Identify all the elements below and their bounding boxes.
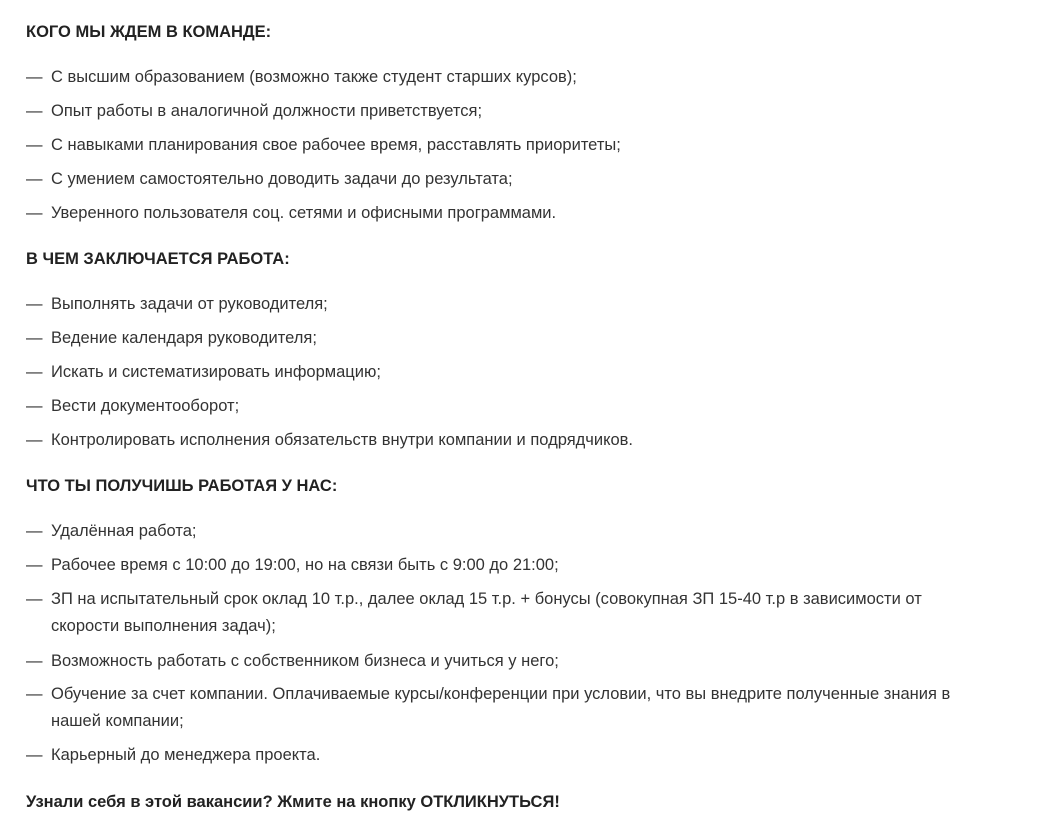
list-item-text: Опыт работы в аналогичной должности приветствуется; bbox=[51, 102, 483, 120]
list-item bbox=[26, 393, 986, 420]
list-item bbox=[26, 359, 986, 386]
dash-bullet: — bbox=[26, 170, 43, 188]
dash-bullet: — bbox=[26, 295, 43, 313]
dash-bullet: — bbox=[26, 522, 43, 540]
list-item-text: С умением самостоятельно доводить задачи до результата; bbox=[51, 170, 513, 188]
section-heading-benefits: ЧТО ТЫ ПОЛУЧИШЬ РАБОТАЯ У НАС: bbox=[26, 477, 338, 495]
list-item bbox=[26, 132, 986, 159]
dash-bullet: — bbox=[26, 363, 43, 381]
list-item bbox=[26, 742, 986, 769]
dash-bullet: — bbox=[26, 652, 43, 670]
list-item bbox=[26, 518, 986, 545]
dash-bullet: — bbox=[26, 590, 43, 608]
list-item bbox=[26, 681, 986, 735]
list-item-text: Удалённая работа; bbox=[51, 522, 197, 540]
list-item-text: Искать и систематизировать информацию; bbox=[51, 363, 381, 381]
dash-bullet: — bbox=[26, 136, 43, 154]
list-item-text: С навыками планирования свое рабочее время, расставлять приоритеты; bbox=[51, 136, 621, 154]
list-item-text: ЗП на испытательный срок оклад 10 т.р., далее оклад 15 т.р. + бонусы (совокупная ЗП 15-40 т.р в зависимости от скорости выполнения задач); bbox=[51, 590, 922, 635]
list-item-text: Карьерный до менеджера проекта. bbox=[51, 746, 321, 764]
list-item bbox=[26, 648, 986, 675]
dash-bullet: — bbox=[26, 397, 43, 415]
list-item bbox=[26, 64, 986, 91]
list-item-text: Ведение календаря руководителя; bbox=[51, 329, 317, 347]
list-item-text: Возможность работать с собственником бизнеса и учиться у него; bbox=[51, 652, 559, 670]
dash-bullet: — bbox=[26, 431, 43, 449]
list-item bbox=[26, 200, 986, 227]
dash-bullet: — bbox=[26, 68, 43, 86]
dash-bullet: — bbox=[26, 746, 43, 764]
list-item bbox=[26, 98, 986, 125]
list-item bbox=[26, 291, 986, 318]
list-item bbox=[26, 552, 986, 579]
section-heading-duties: В ЧЕМ ЗАКЛЮЧАЕТСЯ РАБОТА: bbox=[26, 250, 290, 268]
list-item-text: Обучение за счет компании. Оплачиваемые курсы/конференции при условии, что вы внедрите полученные знания в нашей компании; bbox=[51, 685, 951, 730]
list-item-text: Вести документооборот; bbox=[51, 397, 240, 415]
list-item-text: Рабочее время с 10:00 до 19:00, но на связи быть с 9:00 до 21:00; bbox=[51, 556, 559, 574]
list-item bbox=[26, 427, 986, 454]
list-item-text: Уверенного пользователя соц. сетями и офисными программами. bbox=[51, 204, 557, 222]
list-item bbox=[26, 325, 986, 352]
list-item bbox=[26, 166, 986, 193]
list-item-text: Выполнять задачи от руководителя; bbox=[51, 295, 328, 313]
list-item-text: С высшим образованием (возможно также студент старших курсов); bbox=[51, 68, 577, 86]
list-item-text: Контролировать исполнения обязательств внутри компании и подрядчиков. bbox=[51, 431, 634, 449]
call-to-action-text: Узнали себя в этой вакансии? Жмите на кнопку ОТКЛИКНУТЬСЯ! bbox=[26, 793, 560, 811]
dash-bullet: — bbox=[26, 102, 43, 120]
dash-bullet: — bbox=[26, 204, 43, 222]
section-heading-requirements: КОГО МЫ ЖДЕМ В КОМАНДЕ: bbox=[26, 23, 272, 41]
dash-bullet: — bbox=[26, 685, 43, 703]
dash-bullet: — bbox=[26, 556, 43, 574]
list-item bbox=[26, 586, 986, 640]
dash-bullet: — bbox=[26, 329, 43, 347]
